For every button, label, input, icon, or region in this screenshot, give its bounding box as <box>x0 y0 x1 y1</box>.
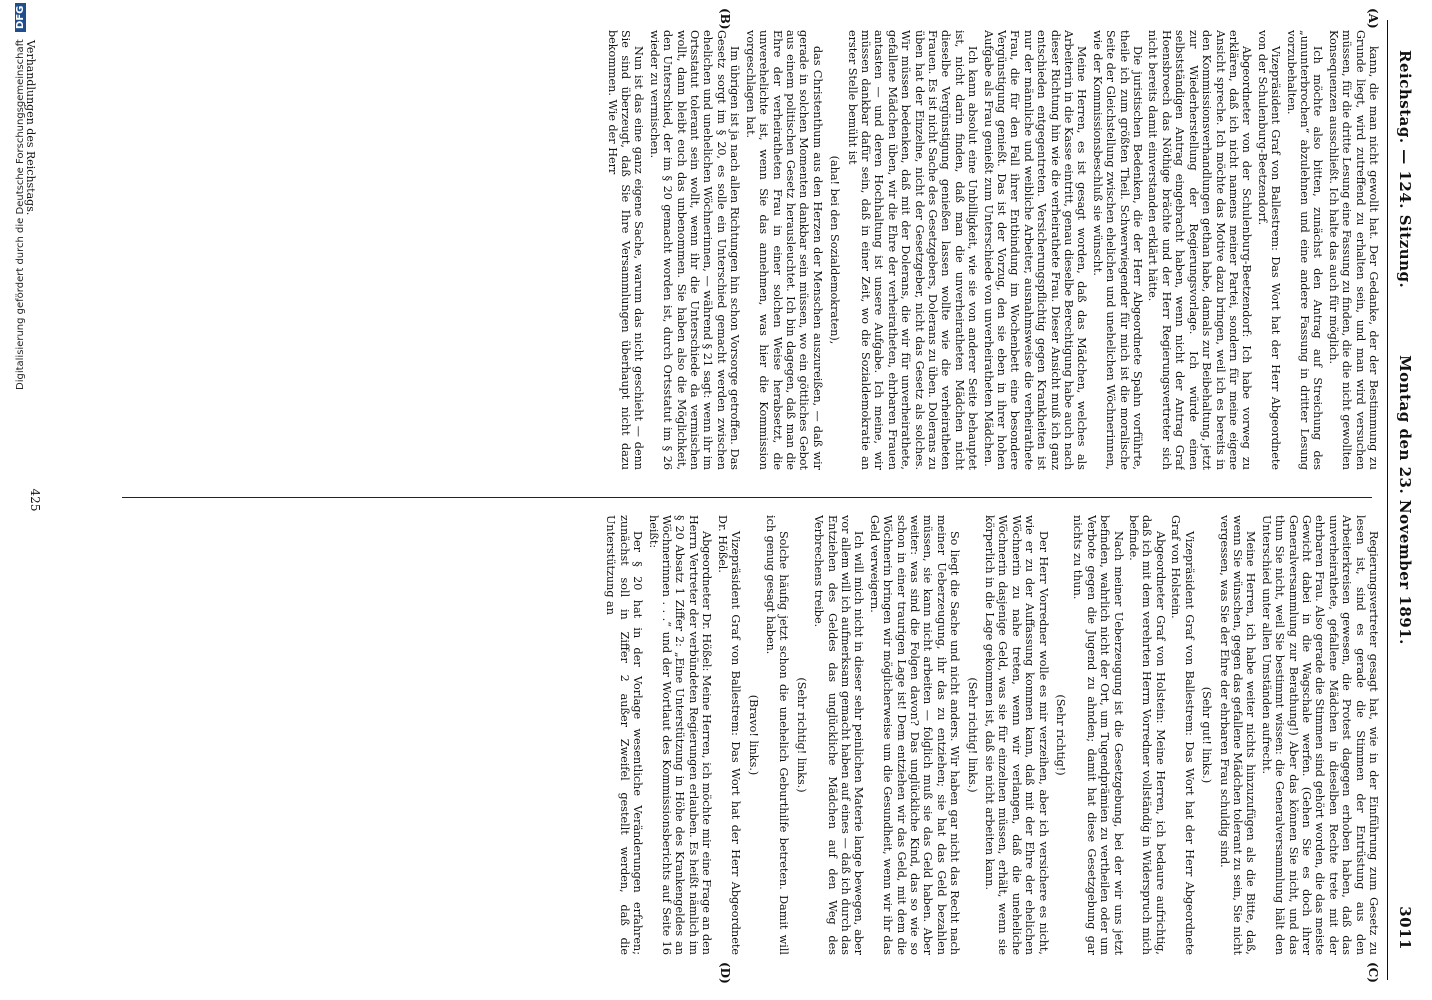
paragraph: Abgeordneter von der Schulenburg-Beetzendorf: Ich habe vorweg zu erklären, daß ich nicht namens meiner Partei, sondern für meine eigene Ansicht spreche. Ich möchte das Motive dazu bringen, weil ich es bereits in den Kommissionsverhandlungen gethan habe, damals zur Beibehaltung, jetzt zur Wiederherstellung der Regierungsvorlage. Ich würde einen selbstständigen Antrag eingebracht haben, wenn nicht der Antrag Graf Hoensbroech das Nöthige brächte und der Herr Regierungsvertreter sich nicht bereits damit einverstanden erklärt hätte. <box>1146 30 1254 470</box>
interjection: (Bravo! links.) <box>746 694 760 776</box>
paragraph: das Christenthum aus den Herzen der Menschen auszureißen, — daß wir gerade in solchen Momenten dankbar sein müssen, wo ein göttliches Gebot aus einem politischen Gesetz herausleuchtet. Ich bin dagegen, daß man die Ehre der verheiratheten Frau in einer solchen Weise herabsetzt, die unverehelichte ist, wenn Sie das annehmen, was hier die Kommission vorgeschlagen hat. <box>743 30 824 470</box>
interjection: (aha! bei den Sozialdemokraten), <box>828 155 842 345</box>
left-column <box>50 30 1380 470</box>
header-page-number: 3011 <box>1396 906 1414 950</box>
credit-text: Digitalisierung gefördert durch die Deutsche Forschungsgemeinschaft <box>15 39 26 390</box>
paragraph: Nach meiner Ueberzeugung ist die Gesetzgebung, bei der wir uns jetzt befinden, wahrlich nicht der Ort, um Tugendprämien zu vertheilen oder um Verbote gegen die Jugend zu ahnden; damit hat diese Gesetzgebung gar nichts zu thun. <box>1071 515 1125 955</box>
margin-marker-c: (C) <box>1366 962 1380 983</box>
paragraph: Abgeordneter Graf von Holstein: Meine Herren, ich bedaure aufrichtig, daß ich mit dem verehrten Herrn Vorredner vollständig in Widerspruch mich befinde. <box>1127 515 1167 955</box>
header-left: Reichstag. — 124. Sitzung. <box>1396 50 1414 289</box>
paragraph: Im übrigen ist ja nach allen Richtungen hin schon Vorsorge getroffen. Das Gesetz sorgt im § 20, es solle ein Unterschied gemacht werden zwischen ehelichen und unehelichen Wöchnerinnen, — während § 21 sagt: wenn ihr im Ortsstatut tolerant sein wollt, wenn ihr die Unterschiede da vermischen wollt, dann bleibt euch das unbenommen. Sie haben also die Möglichkeit, den Unterschied, der im § 20 gemacht worden ist, durch Ortsstatut im § 26 wieder zu vermischen. <box>647 30 742 470</box>
interjection: (Sehr gut! links.) <box>1200 686 1214 784</box>
paragraph: Meine Herren, ich habe weiter nichts hinzuzufügen als die Bitte, daß, wenn Sie wünschen, gegen das gefallene Mädchen tolerant zu sein, Sie nicht vergessen, was Sie der Ehre der ehrbaren Frau schuldig sind. <box>1217 515 1258 955</box>
interjection: (Sehr richtig! links.) <box>794 677 808 793</box>
paragraph: Der § 20 hat in der Vorlage wesentliche Veränderungen erfahren; zunächst soll in Ziffer 2 außer Zweifel gestellt werden, daß die Unterstützung an <box>604 515 645 955</box>
paragraph: Abgeordneter Dr. Hößel: Meine Herren, ich möchte mir eine Frage an den Herrn Vertreter der verbündeten Regierungen erlauben. Es heißt nämlich im § 20 Absatz 1 Ziffer 2: „Eine Unterstützung in Höhe des Krankengeldes an Wöchnerinnen . . .“ und der Wortlaut des Kommissionsberichts auf Seite 16 heißt: <box>646 515 714 955</box>
paragraph: Solche häufig jetzt schon die unehelich Geburthilfe betreten. Damit will ich genug gesagt haben. <box>763 515 791 955</box>
footer-page-number: 425 <box>28 488 42 512</box>
paragraph: Ich möchte also bitten, zunächst den Antrag auf Streichung des „ununterbrochen“ abzulehnen und eine andere Fassung in dritter Lesung vorzubehalten. <box>1284 30 1325 470</box>
page-header <box>1392 20 1414 980</box>
paragraph: kann, die man nicht gewollt hat. Der Gedanke, der der Bestimmung zu Grunde liegt, wird zutreffend zu erhalten sein, und man wird versuchen müssen, für die dritte Lesung eine Fassung zu finden, die die nicht gewollten Konsequenzen ausschließt. Ich halte das auch für möglich. <box>1326 30 1380 470</box>
paragraph: Die juristischen Bedenken, die der Herr Abgeordnete Spahn vorführte, theile ich zum größten Theil. Schwerwiegender für mich ist die moralische Seite der Gleichstellung zwischen ehelichen und unehelichen Wöchnerinnen, wie der Kommissionsbeschluß sie wünscht. <box>1090 30 1145 470</box>
digitization-credit <box>15 3 26 390</box>
paragraph: Vizepräsident Graf von Ballestrem: Das Wort hat der Herr Abgeordnete Dr. Hößel. <box>715 515 743 955</box>
paragraph: So liegt die Sache und nicht anders. Wir haben gar nicht das Recht nach meiner Ueberzeugung, ihr das zu entziehen; sie hat das Geld bezahlen müssen, sie kann nicht arbeiten — folglich muß sie das Geld haben. Aber weiter: was sind die Folgen davon? Das unglückliche Kind, das so wie so schon in einer traurigen Lage ist! Dem entziehen wir das Geld, mit dem die Wöchnerin bringen wir möglicherweise um die Gesundheit, wenn wir ihr das Geld verweigern. <box>867 515 962 955</box>
paragraph: Regierungsvertreter gesagt hat, wie in der Einführung zum Gesetz zu lesen ist, sind es gerade die Stimmen der Entrüstung aus den Arbeiterkreisen gewesen, die Protest dagegen erhoben haben, daß das unverheirathete, gefallene Mädchen in dieselben Rechte trete mit der ehrbaren Frau. Also gerade die Stimmen sind gehört worden, die das meiste Gewicht dabei in die Wagschale werfen. (Gehen Sie es doch ihrer Generalversammlung zur Berathung!) Aber das können Sie nicht, und das thun Sie nicht, weil Sie bestimmt wissen: die Generalversammlung hält den Unterschied unter allen Umständen aufrecht. <box>1259 515 1380 955</box>
paragraph: Vizepräsident Graf von Ballestrem: Das Wort hat der Herr Abgeordnete Graf von Holstein. <box>1169 515 1196 955</box>
margin-marker-a: (A) <box>1366 8 1380 29</box>
interjection: (Sehr richtig!) <box>1054 694 1068 776</box>
column-divider <box>122 497 1372 498</box>
paragraph: Ich will mich nicht in dieser sehr peinlichen Materie lange bewegen, aber vor allem will ich aufmerksam gemacht haben auf eines — daß ich durch das Entziehen des Geldes das unglückliche Mädchen auf den Weg des Verbrechens treibe. <box>812 515 866 955</box>
paragraph: Vizepräsident Graf von Ballestrem: Das Wort hat der Herr Abgeordnete von der Schulenburg-Beetzendorf. <box>1255 30 1283 470</box>
paragraph: Nun ist das eine ganz eigene Sache, warum das nicht geschieht — denn Sie sind überzeugt, daß Sie Ihre Versammlungen überhaupt nicht dazu bekommen. Wie der Herr <box>605 30 646 470</box>
dfg-logo: DFG <box>15 3 26 32</box>
margin-marker-b: (B) <box>718 8 732 30</box>
paragraph: Meine Herren, es ist gesagt worden, daß das Mädchen, welches als Arbeiterin in die Kasse eintritt, genau dieselbe Berechtigung habe auch nach dieser Richtung hin wie die verheirathete Frau. Dieser Ansicht muß ich ganz entschieden entgegentreten. Versicherungspflichtig gegen Krankheiten ist nur der männliche und weibliche Arbeiter, ausnahmsweise die verheirathete Frau, die für den Fall ihrer Entbindung im Wochenbett eine besondere Vergünstigung genießt. Das ist der Vorzug, den sie eben in ihrer hohen Aufgabe als Frau genießt zum Unterschiede von unverheiratheten Mädchen. <box>981 30 1089 470</box>
interjection: (Sehr richtig! links.) <box>965 677 979 793</box>
footer-publication: Verhandlungen des Reichstags. <box>24 40 37 216</box>
paragraph: Ich kann absolut eine Unbilligkeit, wie sie von anderer Seite behauptet ist, nicht darin finden, daß man die unverheiratheten Mädchen nicht dieselbe Vergünstigung genießen lassen wollte wie die verheiratheten Frauen. Es ist nicht Sache des Gesetzgebers, Dolerans zu üben. Dolerans zu üben hat der Einzelne, nicht der Gesetzgeber, nicht das Gesetz als solches. Wir müssen bedenken, daß mit der Dolerans, die wir für unverheirathete, gefallene Mädchen üben, wir die Ehre der verheiratheten, ehrbaren Frauen antasten — und deren Hochhaltung ist unsere Aufgabe. Ich meine, wir müssen dankbar dafür sein, daß in einer Zeit, wo die Sozialdemokratie an erster Stelle bemüht ist <box>845 30 980 470</box>
paragraph: Der Herr Vorredner wolle es mir verzeihen, aber ich versichere es nicht, wie er zu der Auffassung kommen kann, daß mit der Ehre der ehelichen Wöchnerin zu nahe treten, wenn wir verlangen, daß die uneheliche Wöchnerin dasjenige Geld, was sie für einzelnen müssen, erhält, wenn sie körperlich in die Lage gekommen ist, daß sie nicht arbeiten kann. <box>983 515 1050 955</box>
margin-marker-d: (D) <box>718 962 732 984</box>
header-date: Montag den 23. November 1891. <box>1396 355 1414 645</box>
header-rule <box>1387 20 1388 980</box>
right-column <box>50 515 1380 955</box>
